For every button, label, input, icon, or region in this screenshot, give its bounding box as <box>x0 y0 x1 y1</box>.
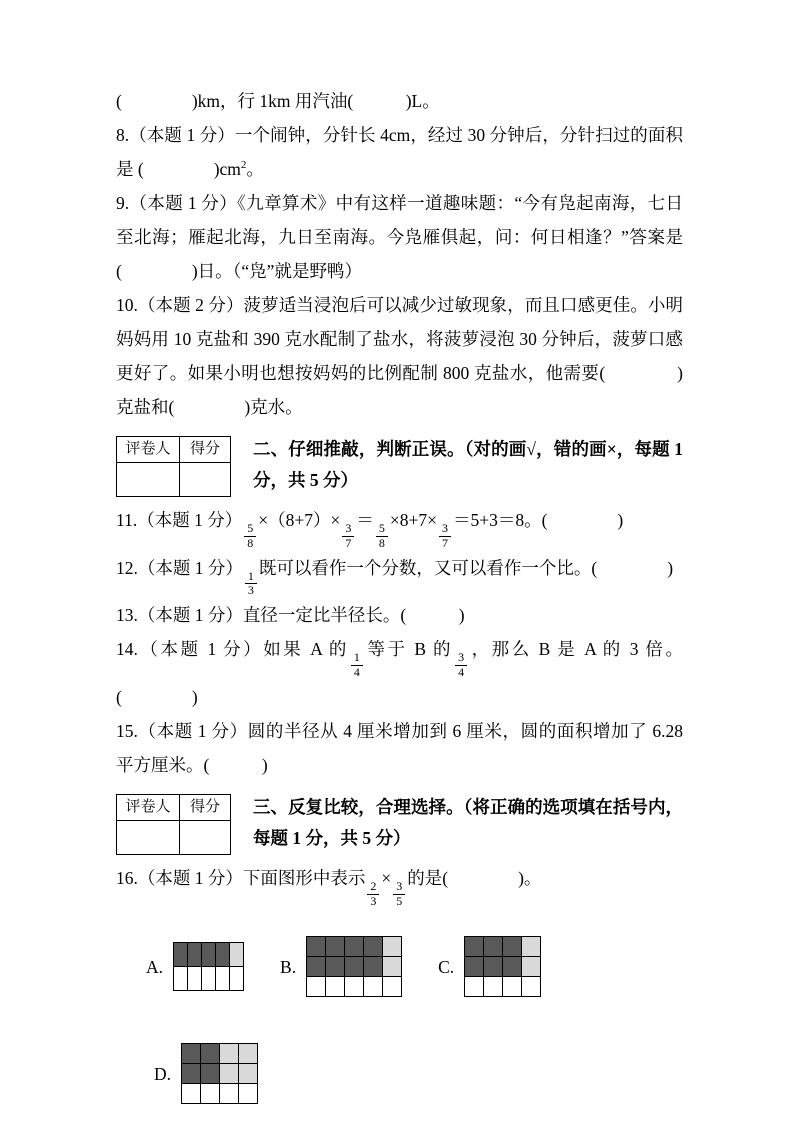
option-b-label: B. <box>280 956 297 977</box>
option-a-label: A. <box>146 956 164 977</box>
grader-label: 评卷人 <box>117 794 180 820</box>
section-2-title: 二、仔细推敲，判断正误。（对的画√，错的画×，每题 1 分，共 5 分） <box>253 439 683 490</box>
question-8: 8.（本题 1 分）一个闹钟，分针长 4cm，经过 30 分钟后，分针扫过的面积是 ( )$cm^2$。 <box>116 125 683 179</box>
question-7-continuation: ( )km，行 1km 用汽油( )L。 <box>116 91 440 111</box>
grader-score-box-2 <box>116 794 231 855</box>
section-2-header-row <box>116 434 683 497</box>
question-16: 16.（本题 1 分）下面图形中表示 $\frac{2}{3}$ × $\frac{3}{5}$ 的是( )。 <box>116 867 542 908</box>
question-10: 10.（本题 2 分）菠萝适当浸泡后可以减少过敏现象，而且口感更佳。小明妈妈用 10 克盐和 390 克水配制了盐水，将菠萝浸泡 30 分钟后，菠萝口感更好了。如果小明也想按妈妈的比例配制 800 克盐水，他需要( )克盐和( )克水。 <box>116 295 683 417</box>
score-empty-cell <box>180 463 231 497</box>
question-13: 13.（本题 1 分）直径一定比半径长。( ) <box>116 605 465 626</box>
option-b <box>280 936 402 997</box>
option-d <box>154 1043 258 1104</box>
option-c-grid-figure <box>464 936 541 997</box>
question-12: 12.（本题 1 分） $\frac{1}{3}$ 既可以看作一个分数，又可以看作一个比。( ) <box>116 557 674 598</box>
option-d-label: D. <box>154 1063 172 1084</box>
grader-score-box-1 <box>116 436 231 497</box>
grader-label: 评卷人 <box>117 437 180 463</box>
option-a-grid-figure <box>173 942 244 991</box>
option-c <box>438 936 541 997</box>
score-empty-cell <box>180 820 231 854</box>
score-label: 得分 <box>180 437 231 463</box>
section-3-header-row <box>116 792 683 855</box>
question-14: 14.（本题 1 分）如果 A 的 $\frac{1}{4}$ 等于 B 的 $\frac{3}{4}$ ，那么 B 是 A 的 3 倍。( ) <box>116 639 683 707</box>
option-d-grid-figure <box>181 1043 258 1104</box>
grader-empty-cell <box>117 820 180 854</box>
option-b-grid-figure <box>306 936 402 997</box>
question-9: 9.（本题 1 分）《九章算术》中有这样一道趣味题：“今有凫起南海，七日至北海；雁起北海，九日至南海。今凫雁俱起，问：何日相逢？”答案是( )日。（“凫”就是野鸭） <box>116 193 683 281</box>
score-label: 得分 <box>180 794 231 820</box>
question-11: 11.（本题 1 分） $\frac{5}{8}$ ×（8+7）× $\frac{3}{7}$ ＝ $\frac{5}{8}$ ×8+7× $\frac{3}{7}$ ＝5+3＝8。( ) <box>116 510 624 550</box>
grader-empty-cell <box>117 463 180 497</box>
option-c-label: C. <box>438 956 455 977</box>
question-16-options-row-1 <box>146 936 683 997</box>
section-3-title: 三、反复比较，合理选择。（将正确的选项填在括号内，每题 1 分，共 5 分） <box>253 796 683 848</box>
option-a <box>146 942 244 991</box>
question-16-options-row-2 <box>154 1043 683 1104</box>
question-15: 15.（本题 1 分）圆的半径从 4 厘米增加到 6 厘米，圆的面积增加了 6.28 平方厘米。( ) <box>116 720 683 775</box>
